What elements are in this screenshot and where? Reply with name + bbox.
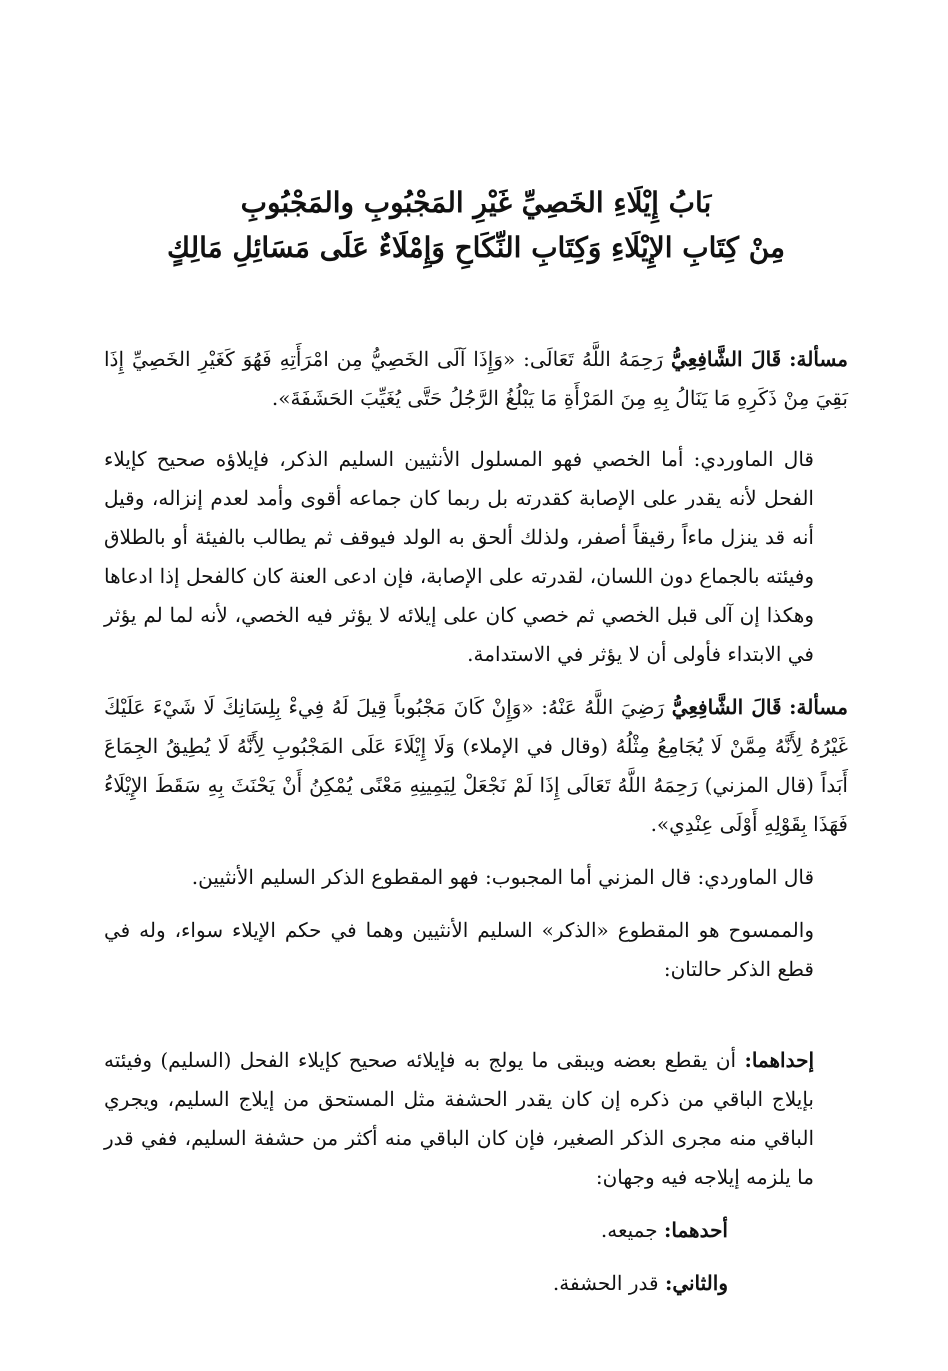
case-text: أن يقطع بعضه ويبقى ما يولج به فإيلائه صحيح كإيلاء الفحل (السليم) وفيئته بإيلاج الباقي من ذكره إن كان يقدر الحشفة مثل المستحق من إيلاج السليم، ويجري الباقي منه مجرى الذكر الصغير، فإن كان الباقي منه أكثر من حشفة السليم، ففي قدر ما يلزمه إيلاجه فيه وجهان: — [104, 1048, 814, 1189]
speaker-name: قَالَ الشَّافِعِيُّ — [671, 347, 782, 371]
issue-text: رَحِمَهُ اللَّهُ تَعَالَى: «وَإِذَا آلَى الخَصِيُّ مِن امْرَأَتِهِ فَهُوَ كَغَيْرِ الخَصِيِّ إِذَا بَقِيَ مِنْ ذَكَرِهِ مَا يَنَالُ بِهِ مِنَ المَرْأَةِ مَا يَبْلُغُ الرَّجُلُ حَتَّى يُغَيِّبَ الحَشَفَةَ». — [104, 347, 848, 410]
speaker-name: قَالَ الشَّافِعِيُّ — [671, 695, 782, 719]
commentary-paragraph-2: قال الماوردي: قال المزني أما المجبوب: فهو المقطوع الذكر السليم الأنثيين. — [191, 865, 814, 889]
opinion-text: قدر الحشفة. — [552, 1271, 659, 1295]
issue-label: مسألة: — [789, 347, 849, 371]
opinion-label: أحدهما: — [663, 1218, 728, 1242]
opinion-label: والثاني: — [664, 1271, 728, 1295]
issue-text: رَضِيَ اللَّهُ عَنْهُ: «وَإِنْ كَانَ مَجْبُوباً قِيلَ لَهُ فِيءْ بِلِسَانِكَ لَا شَيْءَ عَلَيْكَ غَيْرُهُ لِأَنَّهُ مِمَّنْ لَا يُجَامِعُ مِثْلُهُ (وقال في الإملاء) وَلَا إِيْلَاءَ عَلَى المَجْبُوبِ لِأَنَّهُ لَا يُطِيقُ الجِمَاعَ أَبَداً (قال المزني) رَحِمَهُ اللَّهُ تَعَالَى إِذَا لَمْ نَجْعَلْ لِيَمِينِهِ مَعْنًى يُمْكِنُ أَنْ يَحْنَثَ بِهِ سَقَطَ الإِيْلَاءُ فَهَذَا بِقَوْلِهِ أَوْلَى عِنْدِي». — [104, 695, 848, 836]
opinion-1 — [104, 1211, 848, 1250]
case-paragraph-1 — [104, 1041, 848, 1197]
page-body — [104, 180, 848, 1303]
case-label: إحداهما: — [744, 1048, 814, 1072]
chapter-title-line-2: مِنْ كِتَابِ الإِيْلَاءِ وَكِتَابِ النِّكَاحِ وَإِمْلَاءٌ عَلَى مَسَائِلِ مَالِكٍ — [166, 231, 786, 264]
chapter-title-line-1: بَابُ إِيْلَاءِ الخَصِيِّ غَيْرِ المَجْبُوبِ والمَجْبُوبِ — [240, 186, 712, 219]
issue-paragraph-2 — [104, 688, 848, 844]
opinion-text: جميعه. — [600, 1218, 658, 1242]
commentary-paragraph-3: والممسوح هو المقطوع «الذكر» السليم الأنثيين وهما في حكم الإيلاء سواء، وله في قطع الذكر حالتان: — [104, 918, 814, 981]
issue-label: مسألة: — [789, 695, 848, 719]
commentary-paragraph-1: قال الماوردي: أما الخصي فهو المسلول الأنثيين السليم الذكر، فإيلاؤه صحيح كإيلاء الفحل لأنه يقدر على الإصابة كقدرته بل ربما كان جماعه أقوى وأمد لعدم إنزاله، وقيل أنه قد ينزل ماءاً رقيقاً أصفر، ولذلك ألحق به الولد فيوقف ثم يطالب بالفيئة أو بالطلاق وفيئته بالجماع دون اللسان، لقدرته على الإصابة، فإن ادعى العنة كان كالفحل إذا ادعاها وهكذا إن آلى قبل الخصي ثم خصي كان على إيلائه لا يؤثر فيه الخصي، لأنه لما لم يؤثر في الابتداء فأولى أن لا يؤثر في الاستدامة. — [104, 447, 814, 666]
chapter-title — [104, 180, 848, 270]
issue-paragraph-1 — [104, 340, 848, 418]
opinion-2 — [104, 1264, 848, 1303]
